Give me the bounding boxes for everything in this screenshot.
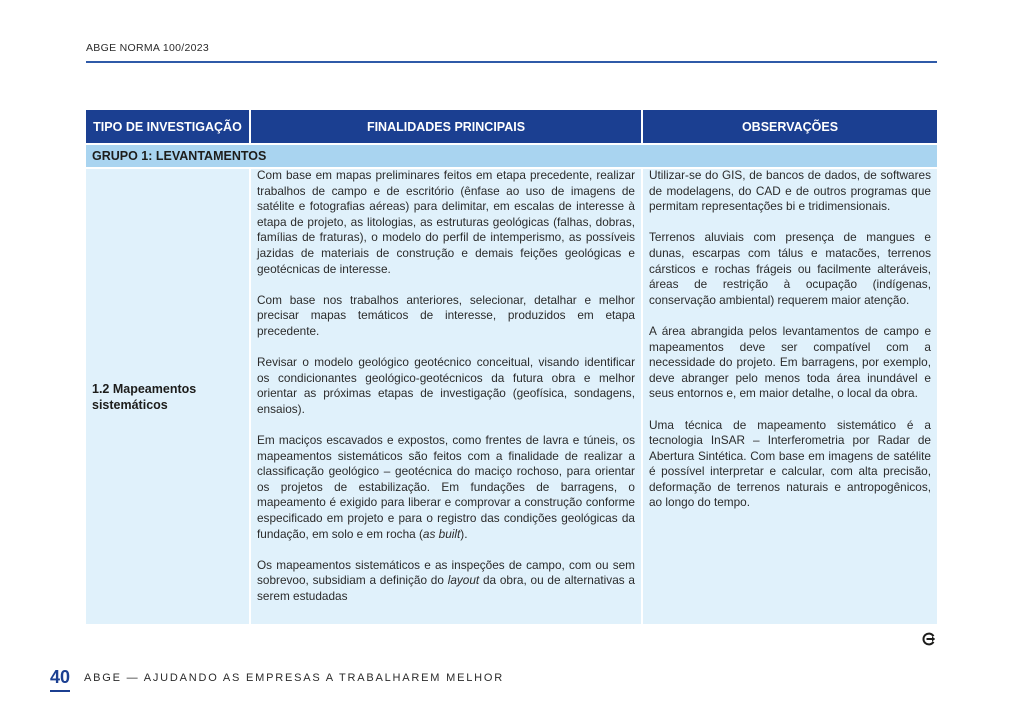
purpose-text: ). xyxy=(460,526,468,541)
purpose-paragraph: Com base nos trabalhos anteriores, selecionar, detalhar e melhor precisar mapas temáticos de interesse, produzidos em etapa precedente. xyxy=(257,292,635,338)
observation-paragraph: Utilizar-se do GIS, de bancos de dados, de softwares de modelagens, do CAD e de outros programas que permitam representações bi e tridimensionais. xyxy=(649,168,931,214)
column-header-purposes: FINALIDADES PRINCIPAIS xyxy=(249,110,641,143)
table-row xyxy=(86,169,937,624)
purpose-italic: layout xyxy=(447,573,480,588)
purpose-text: Os mapeamentos sistemáticos e as inspeções de campo, com ou sem sobrevoo, subsidiam a definição do xyxy=(257,557,635,588)
observation-paragraph: Uma técnica de mapeamento sistemático é a tecnologia InSAR – Interferometria por Radar de Abertura Sintética. Com base em imagens de satélite é possível interpretar e calcular, com alta precisão, deformação de terrenos naturais e antropogênicos, ao longo do tempo. xyxy=(649,417,931,510)
purpose-paragraph xyxy=(257,433,635,542)
investigation-table xyxy=(86,110,937,624)
purpose-italic: as built xyxy=(422,526,461,541)
purpose-text: Em maciços escavados e expostos, como frentes de lavra e túneis, os mapeamentos sistemáticos são feitos com a finalidade de realizar a classificação geológico – geotécnica do maciço rochoso, para orientar os projetos de estabilização. Em fundações de barragens, o mapeamento é exigido para liberar e comprovar a construção conforme especificado em projeto e para o registro das condições geológicas da fundação, em solo e em rocha ( xyxy=(257,433,635,541)
page-number: 40 xyxy=(50,667,71,687)
purposes-cell xyxy=(249,169,641,624)
purpose-paragraph: Revisar o modelo geológico geotécnico conceitual, visando identificar os condicionantes geológico-geotécnicos da futura obra e melhor orientar as próximas etapas de investigação (geofísica, sondagens, ensaios). xyxy=(257,355,635,416)
group-row: GRUPO 1: LEVANTAMENTOS xyxy=(86,145,937,167)
document-header: ABGE NORMA 100/2023 xyxy=(86,42,210,54)
purpose-text: da obra, ou de alternativas a serem estudadas xyxy=(257,573,635,604)
column-header-observations: OBSERVAÇÕES xyxy=(641,110,937,143)
page-footer xyxy=(50,667,504,688)
table-header-row xyxy=(86,110,937,143)
column-header-type: TIPO DE INVESTIGAÇÃO xyxy=(86,110,249,143)
observations-cell xyxy=(641,169,937,624)
investigation-type-cell xyxy=(86,169,249,624)
purpose-paragraph xyxy=(257,558,635,605)
arrow-right-circle-icon[interactable] xyxy=(922,632,936,646)
investigation-type-label: 1.2 Mapeamentos sistemáticos xyxy=(92,381,197,412)
footer-tagline: ABGE — AJUDANDO AS EMPRESAS A TRABALHAREM MELHOR xyxy=(84,671,504,684)
observation-paragraph: Terrenos aluviais com presença de mangues e dunas, escarpas com tálus e matacões, terrenos cársticos e rochas frágeis ou facilmente alteráveis, áreas de restrição à ocupação (indígenas, conservação ambiental) requerem maior atenção. xyxy=(649,230,931,307)
header-divider xyxy=(86,61,937,63)
observation-paragraph: A área abrangida pelos levantamentos de campo e mapeamentos deve ser compatível com a necessidade do projeto. Em barragens, por exemplo, deve abranger pelo menos toda área inundável e seus entornos e, em maior detalhe, o local da obra. xyxy=(649,323,931,401)
purpose-paragraph: Com base em mapas preliminares feitos em etapa precedente, realizar trabalhos de campo e de escritório (ênfase ao uso de imagens de satélite e fotografias aéreas) para delimitar, em escalas de interesse à etapa de projeto, as litologias, as estruturas geológicas (falhas, dobras, famílias de fraturas), o modelo do perfil de intemperismo, as possíveis jazidas de materiais de construção e demais feições geológicas e geotécnicas de interesse. xyxy=(257,168,635,276)
